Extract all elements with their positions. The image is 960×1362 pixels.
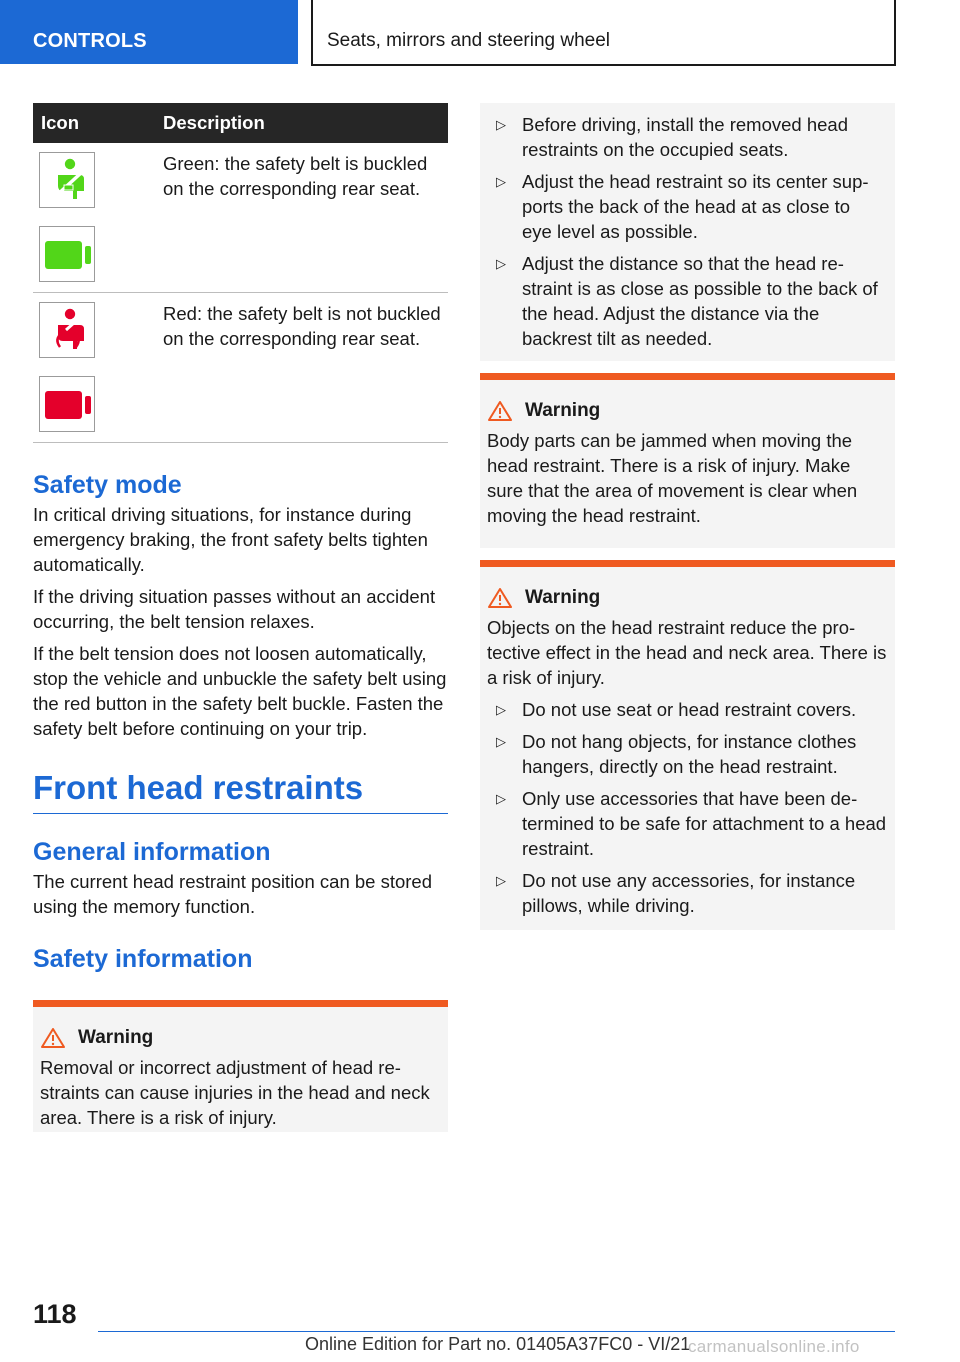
footer-edition: Online Edition for Part no. 01405A37FC0 - VI/21: [305, 1334, 691, 1354]
footer-divider: [98, 1331, 895, 1332]
general-information-heading: General information: [33, 838, 271, 866]
left-column: [33, 103, 448, 1132]
bullet-marker: ▷: [496, 702, 506, 717]
list-item: ▷ Adjust the head restraint so its center supports the back of the head at as close to eye level as possible.: [496, 171, 869, 242]
table-header-description: Description: [163, 103, 448, 143]
warning-triangle-icon: [40, 1027, 66, 1049]
warning-triangle-icon: [487, 587, 513, 609]
paragraph: The current head restraint position can be stored using the memory function.: [33, 871, 433, 917]
bullet-marker: ▷: [496, 174, 506, 189]
warning-title-text: Warning: [78, 1027, 154, 1048]
table-header-icon: Icon: [33, 103, 163, 143]
paragraph: In critical driving situations, for instance during emergency braking, the front safety belts tighten automatically.: [33, 504, 428, 575]
warning-box: [33, 1000, 448, 1132]
right-column: [480, 103, 895, 930]
list-item: ▷ Do not hang objects, for instance clothes hangers, directly on the head restraint.: [496, 731, 857, 777]
safety-information-heading: Safety information: [33, 945, 253, 973]
bullet-marker: ▷: [496, 791, 506, 806]
icon-table: [33, 103, 448, 443]
list-item: ▷ Do not use any accessories, for instance pillows, while driving.: [496, 870, 856, 916]
row-description: Green: the safety belt is buckled on the corresponding rear seat.: [163, 153, 428, 199]
list-item: ▷ Only use accessories that have been determined to be safe for attachment to a head restraint.: [496, 788, 887, 859]
section-tab: CONTROLS: [0, 0, 298, 64]
warning-text: Objects on the head restraint reduce the protective effect in the head and neck area. There is a risk of injury.: [487, 617, 887, 688]
paragraph: If the belt tension does not loosen automatically, stop the vehicle and unbuckle the safety belt using the red button in the safety belt buckle. Fasten the safety belt before continuing on your trip.: [33, 643, 447, 739]
seatbelt-buckled-icon: [39, 152, 95, 208]
warning-box: [480, 560, 895, 930]
table-row: [33, 293, 448, 443]
warning-triangle-icon: [487, 400, 513, 422]
instruction-list: [496, 112, 883, 351]
paragraph: If the driving situation passes without an accident occurring, the belt tension relaxes.: [33, 586, 436, 632]
seatbelt-unbuckled-icon: [39, 302, 95, 358]
page-number: 118: [33, 1299, 77, 1329]
list-item: ▷ Do not use seat or head restraint covers.: [496, 699, 857, 720]
table-row: [33, 143, 448, 293]
rear-seat-red-icon: [39, 376, 95, 432]
warning-title-text: Warning: [525, 400, 601, 421]
bullet-marker: ▷: [496, 873, 506, 888]
warning-text: Removal or incorrect adjustment of head restraints can cause injuries in the head and neck area. There is a risk of injury.: [40, 1057, 430, 1128]
list-item: ▷ Adjust the distance so that the head restraint is as close as possible to the back of the head. Adjust the distance via the backrest tilt as needed.: [496, 253, 878, 349]
warning-title: [487, 587, 887, 609]
rear-seat-green-icon: [39, 226, 95, 282]
chapter-title: Seats, mirrors and steering wheel: [311, 0, 896, 66]
bullet-marker: ▷: [496, 117, 506, 132]
front-head-restraints-heading: Front head restraints: [33, 769, 448, 814]
warning-title: [487, 400, 887, 422]
warning-list: [496, 697, 887, 918]
warning-title: [40, 1027, 440, 1049]
safety-mode-heading: Safety mode: [33, 471, 182, 499]
instruction-list-box: [480, 103, 895, 361]
warning-box: [480, 373, 895, 548]
row-description: Red: the safety belt is not buckled on the corresponding rear seat.: [163, 303, 441, 349]
warning-title-text: Warning: [525, 587, 601, 608]
warning-text: Body parts can be jammed when moving the head restraint. There is a risk of injury. Make sure that the area of movement is clear when moving the head restraint.: [487, 430, 858, 526]
bullet-marker: ▷: [496, 256, 506, 271]
watermark: carmanualsonline.info: [688, 1337, 860, 1356]
list-item: ▷ Before driving, install the removed head restraints on the occupied seats.: [496, 114, 848, 160]
bullet-marker: ▷: [496, 734, 506, 749]
